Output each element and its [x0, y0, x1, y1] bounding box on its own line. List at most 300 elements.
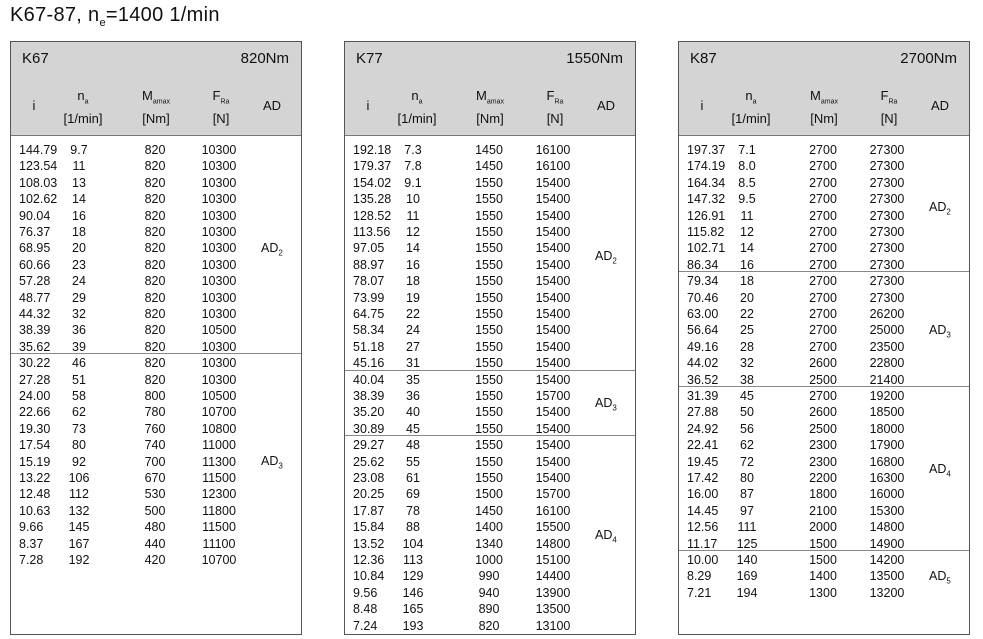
cell-speed: 62 [740, 438, 754, 453]
cell-speed: 69 [406, 487, 420, 502]
cell-ratio: 7.24 [353, 618, 378, 633]
cell-force: 27300 [869, 208, 905, 223]
cell-torque: 820 [144, 192, 166, 207]
cell-torque: 820 [144, 307, 166, 321]
cell-torque: 1550 [475, 389, 503, 403]
table-row [11, 158, 301, 174]
cell-speed: 140 [736, 553, 758, 567]
panel-header [679, 42, 969, 136]
col-header-na-symbol [387, 88, 447, 111]
title-text: K67-87, n [10, 4, 100, 26]
cell-torque: 760 [144, 421, 166, 436]
cell-speed: 38 [740, 372, 754, 387]
cell-ratio: 9.56 [353, 585, 378, 600]
cell-torque: 1550 [475, 257, 503, 272]
cell-ratio: 8.48 [353, 602, 378, 617]
cell-torque: 1300 [809, 585, 837, 600]
cell-ratio: 24.00 [19, 389, 51, 403]
cell-force: 13200 [869, 585, 905, 600]
panel-torque: 2700Nm [900, 50, 957, 67]
table-row [679, 290, 969, 306]
col-header-fra-symbol [527, 88, 583, 111]
cell-force: 11000 [202, 438, 236, 453]
table-row [11, 421, 301, 437]
cell-ratio: 22.66 [19, 405, 51, 420]
cell-torque: 940 [478, 585, 500, 600]
cell-speed: 169 [736, 569, 758, 584]
cell-torque: 820 [144, 143, 166, 157]
ad-text: AD [595, 248, 613, 263]
panel-k87 [678, 41, 970, 635]
ad-group-label [595, 396, 617, 413]
table-row [345, 536, 635, 552]
cell-torque: 2700 [809, 143, 837, 157]
panel-k77 [344, 41, 636, 635]
table-row [11, 486, 301, 502]
col-header-na-symbol [53, 88, 113, 111]
cell-force: 23500 [869, 339, 905, 354]
table-row [345, 519, 635, 535]
table-row [345, 552, 635, 568]
cell-force: 15400 [535, 471, 571, 485]
panel-name: K77 [356, 50, 383, 67]
table-row [345, 158, 635, 174]
cell-ratio: 90.04 [19, 208, 51, 223]
cell-torque: 1550 [475, 225, 503, 239]
cell-speed: 104 [402, 536, 424, 551]
cell-ratio: 123.54 [19, 159, 58, 174]
ad-group-label [929, 569, 951, 586]
cell-force: 27300 [869, 241, 905, 256]
cell-torque: 2700 [809, 323, 837, 338]
ad-text: AD [929, 322, 947, 337]
col-header-fra-sub: Ra [888, 98, 898, 106]
cell-torque: 2700 [809, 257, 837, 272]
cell-speed: 36 [406, 389, 420, 403]
title-rest: =1400 1/min [105, 4, 220, 26]
cell-torque: 1550 [475, 307, 503, 321]
cell-torque: 820 [144, 225, 166, 239]
cell-torque: 1550 [475, 323, 503, 338]
cell-force: 18500 [869, 405, 905, 420]
cell-force: 15700 [535, 389, 571, 403]
cell-force: 10300 [201, 339, 237, 354]
cell-torque: 1500 [475, 487, 503, 502]
cell-torque: 2200 [809, 471, 837, 485]
cell-speed: 20 [72, 241, 86, 256]
cell-torque: 2300 [809, 438, 837, 453]
cell-speed: 9.1 [404, 175, 422, 190]
table-row [679, 240, 969, 256]
cell-speed: 11 [72, 159, 86, 174]
col-header-na-unit: [1/min] [63, 110, 103, 126]
cell-ratio: 12.48 [19, 487, 51, 502]
col-header-mamax-symbol [128, 88, 184, 111]
cell-ratio: 22.41 [687, 438, 719, 453]
cell-ratio: 108.03 [19, 175, 58, 190]
cell-ratio: 10.00 [687, 553, 719, 567]
table-row [11, 142, 301, 158]
cell-torque: 1000 [475, 553, 503, 567]
cell-speed: 192 [68, 553, 90, 567]
cell-speed: 73 [72, 421, 86, 436]
cell-force: 15400 [535, 241, 571, 256]
cell-force: 15300 [869, 503, 905, 518]
table-row [11, 536, 301, 552]
cell-speed: 45 [740, 389, 754, 403]
ad-text: AD [595, 396, 613, 411]
cell-speed: 18 [740, 274, 754, 289]
cell-torque: 800 [144, 389, 166, 403]
cell-speed: 22 [406, 307, 420, 321]
panel-torque: 1550Nm [566, 50, 623, 67]
cell-ratio: 8.29 [687, 569, 712, 584]
cell-speed: 8.0 [738, 159, 756, 174]
cell-force: 27300 [869, 257, 905, 272]
cell-torque: 2700 [809, 192, 837, 207]
cell-torque: 1550 [475, 339, 503, 354]
col-header-fra [193, 88, 249, 127]
ad-group-label [595, 249, 617, 266]
cell-ratio: 44.32 [19, 307, 51, 321]
cell-force: 15700 [535, 487, 571, 502]
cell-ratio: 44.02 [687, 356, 719, 371]
table-row [345, 273, 635, 289]
ad-text: AD [929, 462, 947, 476]
table-row [679, 175, 969, 191]
cell-torque: 2700 [809, 208, 837, 223]
cell-ratio: 102.62 [19, 192, 58, 207]
cell-ratio: 35.62 [19, 339, 51, 354]
cell-ratio: 12.56 [687, 520, 719, 535]
table-row [345, 191, 635, 207]
table-row [11, 437, 301, 453]
table-row [679, 388, 969, 404]
cell-ratio: 38.39 [19, 323, 51, 338]
cell-torque: 820 [144, 290, 166, 305]
cell-torque: 820 [144, 372, 166, 387]
cell-ratio: 79.34 [687, 274, 719, 289]
cell-speed: 14 [406, 241, 420, 256]
cell-ratio: 7.28 [19, 553, 44, 567]
cell-speed: 106 [68, 471, 90, 485]
ad-text: AD [595, 527, 613, 542]
cell-ratio: 30.89 [353, 421, 385, 436]
cell-force: 10300 [201, 372, 237, 387]
cell-speed: 19 [406, 290, 420, 305]
col-header-mamax-unit: [Nm] [476, 110, 504, 126]
cell-speed: 35 [406, 372, 420, 387]
ad-text: AD [261, 453, 279, 468]
cell-speed: 45 [406, 421, 420, 436]
table-row [679, 306, 969, 322]
col-header-mamax-sub: amax [486, 98, 504, 106]
cell-speed: 88 [406, 520, 420, 535]
cell-force: 15400 [535, 175, 571, 190]
cell-force: 12300 [201, 487, 237, 502]
cell-speed: 50 [740, 405, 754, 420]
cell-speed: 28 [740, 339, 754, 354]
cell-speed: 80 [740, 471, 754, 485]
col-header-fra [861, 88, 917, 127]
cell-torque: 1550 [475, 192, 503, 207]
cell-torque: 1550 [475, 471, 503, 485]
cell-ratio: 197.37 [687, 143, 726, 157]
cell-ratio: 135.28 [353, 192, 392, 207]
cell-speed: 23 [72, 257, 86, 272]
cell-speed: 40 [406, 405, 420, 420]
cell-force: 15400 [535, 257, 571, 272]
cell-torque: 1550 [475, 421, 503, 436]
cell-speed: 22 [740, 307, 754, 321]
col-header-i: i [700, 98, 704, 113]
table-row [679, 273, 969, 289]
table-row [11, 503, 301, 519]
group-separator [345, 435, 635, 436]
cell-speed: 13 [72, 175, 86, 190]
ad-group-label [261, 241, 283, 258]
cell-speed: 14 [740, 241, 754, 256]
col-header-ad: AD [262, 98, 282, 113]
cell-force: 21400 [869, 372, 905, 387]
cell-ratio: 40.04 [353, 372, 385, 387]
table-row [345, 568, 635, 584]
cell-torque: 2500 [809, 421, 837, 436]
cell-speed: 46 [72, 356, 86, 371]
cell-torque: 740 [144, 438, 166, 453]
col-header-mamax-symbol [462, 88, 518, 111]
cell-torque: 1550 [475, 405, 503, 420]
cell-force: 10300 [201, 356, 237, 371]
cell-ratio: 38.39 [353, 389, 385, 403]
cell-torque: 2300 [809, 454, 837, 469]
table-row [679, 552, 969, 568]
cell-torque: 2600 [809, 405, 837, 420]
cell-force: 27300 [869, 290, 905, 305]
table-row [345, 257, 635, 273]
cell-ratio: 14.45 [687, 503, 719, 518]
ad-group-label [929, 323, 951, 340]
cell-speed: 9.7 [70, 143, 88, 157]
ad-group-label [929, 462, 951, 479]
table-row [11, 306, 301, 322]
cell-force: 15400 [535, 208, 571, 223]
table-row [11, 372, 301, 388]
cell-torque: 990 [478, 569, 500, 584]
cell-torque: 1550 [475, 208, 503, 223]
cell-ratio: 126.91 [687, 208, 726, 223]
cell-speed: 10 [406, 192, 420, 207]
table-row [679, 486, 969, 502]
cell-force: 27300 [869, 143, 905, 157]
cell-ratio: 31.39 [687, 389, 719, 403]
cell-torque: 700 [144, 454, 166, 469]
table-row [345, 503, 635, 519]
title-sub: e [99, 17, 106, 29]
cell-speed: 113 [403, 553, 423, 567]
col-header-mamax [462, 88, 518, 127]
cell-ratio: 73.99 [353, 290, 385, 305]
cell-force: 16800 [869, 454, 905, 469]
cell-torque: 480 [144, 520, 166, 535]
cell-ratio: 56.64 [687, 323, 719, 338]
table-row [345, 486, 635, 502]
cell-force: 15400 [535, 307, 571, 321]
cell-speed: 87 [740, 487, 754, 502]
cell-force: 10300 [201, 159, 237, 174]
col-header-fra-letter: F [546, 88, 555, 103]
cell-force: 10700 [201, 405, 237, 420]
table-row [679, 322, 969, 338]
table-row [345, 404, 635, 420]
cell-ratio: 11.17 [687, 536, 718, 551]
cell-speed: 32 [740, 356, 754, 371]
group-separator [11, 353, 301, 354]
cell-torque: 1340 [475, 536, 503, 551]
cell-speed: 25 [740, 323, 754, 338]
cell-force: 16100 [535, 159, 571, 174]
panel-name: K87 [690, 50, 717, 67]
cell-force: 14900 [869, 536, 905, 551]
cell-force: 11800 [202, 503, 236, 518]
cell-speed: 193 [402, 618, 424, 633]
cell-speed: 167 [68, 536, 90, 551]
cell-torque: 820 [144, 323, 166, 338]
table-row [11, 257, 301, 273]
table-row [345, 175, 635, 191]
cell-torque: 820 [478, 618, 500, 633]
cell-ratio: 70.46 [687, 290, 719, 305]
table-row [11, 208, 301, 224]
cell-speed: 145 [68, 520, 90, 535]
cell-force: 10300 [201, 274, 237, 289]
cell-speed: 32 [72, 307, 86, 321]
cell-torque: 440 [144, 536, 166, 551]
cell-ratio: 9.66 [19, 520, 44, 535]
col-header-na-letter: n [745, 88, 753, 103]
table-row [11, 191, 301, 207]
group-separator [679, 271, 969, 272]
cell-speed: 12 [406, 225, 420, 239]
col-header-fra-symbol [861, 88, 917, 111]
cell-torque: 1450 [475, 143, 503, 157]
table-row [11, 355, 301, 371]
cell-torque: 1400 [809, 569, 837, 584]
cell-ratio: 13.52 [353, 536, 385, 551]
col-header-na [721, 88, 781, 127]
cell-force: 16100 [535, 503, 571, 518]
table-row [11, 470, 301, 486]
cell-force: 13500 [869, 569, 905, 584]
cell-force: 10500 [201, 389, 237, 403]
cell-force: 15400 [535, 356, 571, 371]
ad-group-label [929, 200, 951, 217]
col-header-na-sub: a [84, 98, 89, 106]
cell-force: 25000 [869, 323, 905, 338]
col-header-mamax-unit: [Nm] [810, 110, 838, 126]
col-header-ad: AD [930, 98, 950, 113]
table-row [345, 585, 635, 601]
cell-speed: 112 [69, 487, 89, 502]
table-row [679, 404, 969, 420]
cell-speed: 55 [406, 454, 420, 469]
cell-ratio: 10.63 [19, 503, 51, 518]
table-row [345, 601, 635, 617]
cell-ratio: 115.82 [687, 225, 725, 239]
cell-ratio: 35.20 [353, 405, 385, 420]
group-separator [679, 550, 969, 551]
cell-ratio: 20.25 [353, 487, 385, 502]
cell-force: 19200 [869, 389, 905, 403]
cell-torque: 820 [144, 257, 166, 272]
cell-ratio: 29.27 [353, 438, 385, 453]
cell-force: 16300 [869, 471, 905, 485]
cell-speed: 92 [72, 454, 86, 469]
table-row [679, 142, 969, 158]
table-row [345, 372, 635, 388]
col-header-fra-sub: Ra [554, 98, 564, 106]
cell-force: 15400 [535, 421, 571, 436]
cell-torque: 2700 [809, 241, 837, 256]
cell-ratio: 102.71 [687, 241, 726, 256]
table-row [11, 388, 301, 404]
cell-ratio: 45.16 [353, 356, 385, 371]
cell-torque: 1400 [475, 520, 503, 535]
table-row [11, 552, 301, 568]
cell-force: 27300 [869, 175, 905, 190]
cell-ratio: 24.92 [687, 421, 719, 436]
cell-force: 14400 [535, 569, 571, 584]
cell-force: 10300 [201, 225, 237, 239]
cell-ratio: 7.21 [687, 585, 712, 600]
cell-speed: 9.5 [738, 192, 756, 207]
table-row [345, 437, 635, 453]
col-header-mamax-letter: M [810, 88, 821, 103]
cell-speed: 51 [72, 372, 86, 387]
table-row [345, 224, 635, 240]
cell-speed: 11 [406, 208, 420, 223]
col-header-na-sub: a [752, 98, 757, 106]
ad-sub: 2 [612, 256, 617, 266]
cell-ratio: 17.87 [353, 503, 385, 518]
cell-force: 15400 [535, 438, 571, 453]
cell-force: 13500 [535, 602, 571, 617]
cell-force: 15500 [535, 520, 571, 535]
col-header-na [387, 88, 447, 127]
page-title [10, 4, 220, 29]
cell-speed: 24 [406, 323, 420, 338]
cell-speed: 146 [402, 585, 424, 600]
cell-torque: 1550 [475, 356, 503, 371]
cell-force: 10300 [201, 307, 237, 321]
cell-ratio: 76.37 [19, 225, 51, 239]
cell-force: 22800 [869, 356, 905, 371]
cell-speed: 8.5 [738, 175, 756, 190]
cell-force: 18000 [869, 421, 905, 436]
cell-force: 16000 [869, 487, 905, 502]
ad-sub: 3 [612, 403, 617, 413]
cell-speed: 78 [406, 503, 420, 518]
cell-torque: 2000 [809, 520, 837, 535]
cell-force: 15400 [535, 192, 571, 207]
table-row [11, 322, 301, 338]
cell-ratio: 147.32 [687, 192, 726, 207]
table-row [679, 454, 969, 470]
table-row [345, 388, 635, 404]
ad-group-label [595, 528, 617, 545]
panel-header [11, 42, 301, 136]
cell-force: 10300 [201, 143, 237, 157]
